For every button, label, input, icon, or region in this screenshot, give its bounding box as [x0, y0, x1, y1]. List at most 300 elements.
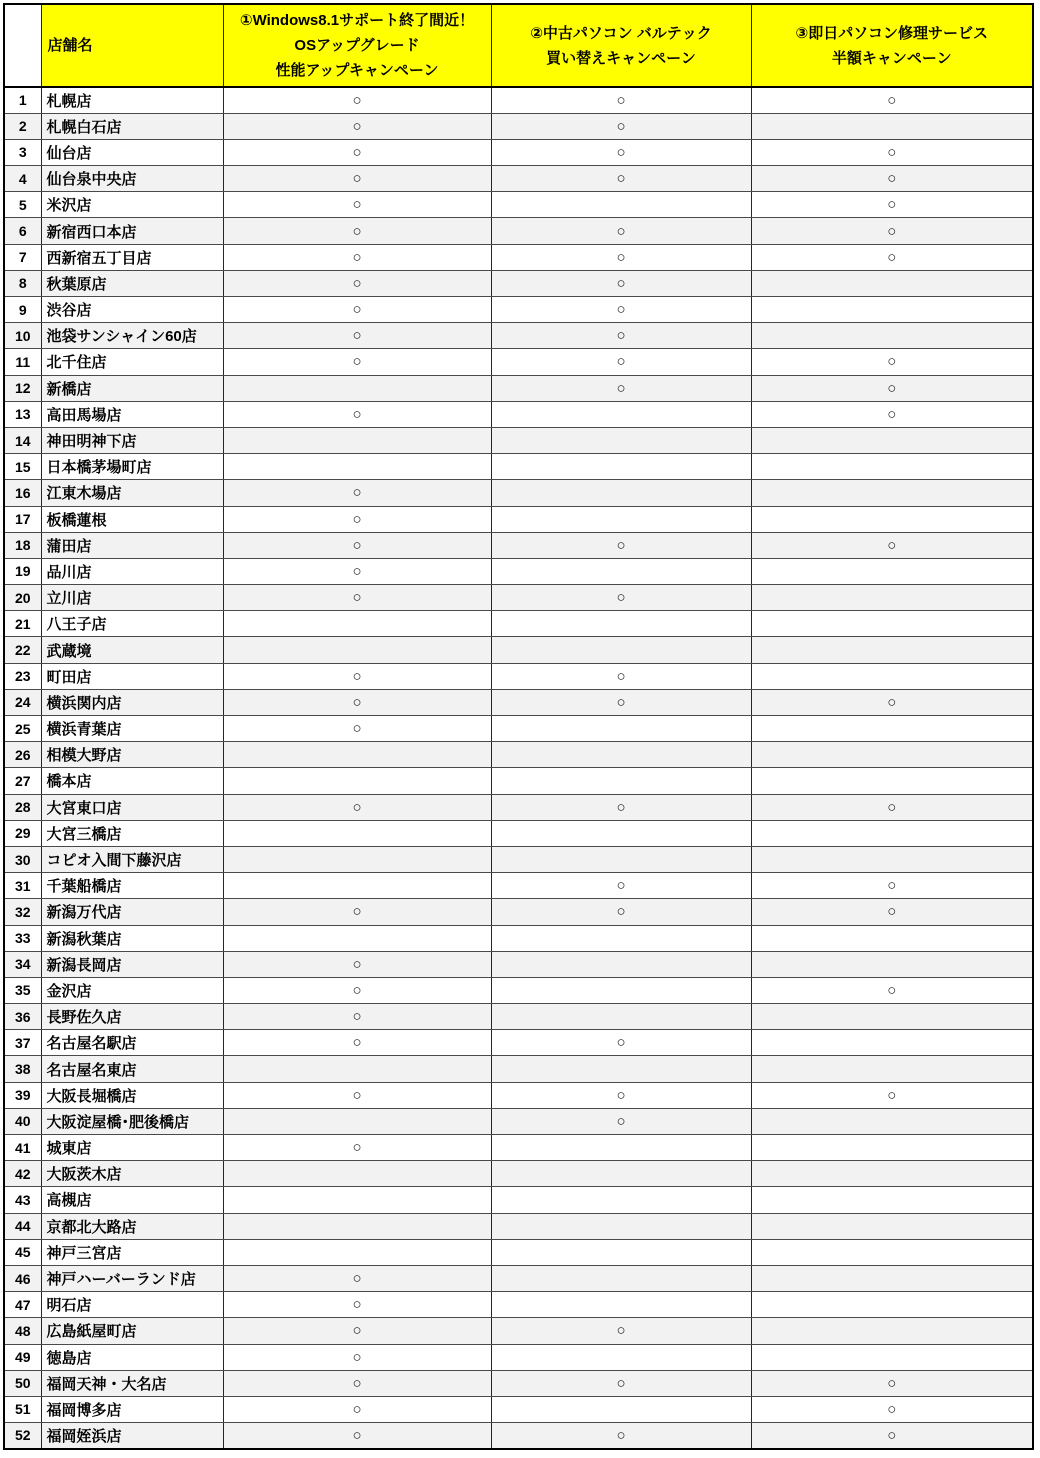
campaign3-mark [751, 480, 1033, 506]
campaign1-mark [223, 768, 491, 794]
campaign2-mark: ○ [491, 794, 751, 820]
row-number: 30 [4, 846, 41, 872]
campaign2-mark [491, 454, 751, 480]
row-number: 8 [4, 270, 41, 296]
table-row [4, 820, 1033, 846]
row-number: 2 [4, 113, 41, 139]
store-name: 日本橋茅場町店 [41, 454, 223, 480]
campaign3-mark [751, 716, 1033, 742]
campaign3-mark: ○ [751, 794, 1033, 820]
table-row [4, 1213, 1033, 1239]
store-name: 板橋蓮根 [41, 506, 223, 532]
campaign1-mark: ○ [223, 244, 491, 270]
campaign1-mark: ○ [223, 1265, 491, 1291]
store-name: 神戸三宮店 [41, 1239, 223, 1265]
table-row [4, 270, 1033, 296]
row-number: 13 [4, 401, 41, 427]
store-name: 西新宿五丁目店 [41, 244, 223, 270]
store-name: 城東店 [41, 1135, 223, 1161]
table-row [4, 427, 1033, 453]
store-name: 大阪長堀橋店 [41, 1082, 223, 1108]
campaign3-mark [751, 925, 1033, 951]
campaign3-mark: ○ [751, 899, 1033, 925]
campaign2-mark: ○ [491, 244, 751, 270]
row-number: 14 [4, 427, 41, 453]
campaign1-mark: ○ [223, 349, 491, 375]
store-name: 福岡天神・大名店 [41, 1370, 223, 1396]
campaign1-mark: ○ [223, 166, 491, 192]
campaign3-mark [751, 611, 1033, 637]
campaign2-mark [491, 611, 751, 637]
table-row [4, 1423, 1033, 1449]
row-number-header [4, 4, 41, 87]
store-name: 新潟万代店 [41, 899, 223, 925]
row-number: 47 [4, 1292, 41, 1318]
table-row [4, 742, 1033, 768]
campaign3-mark [751, 1265, 1033, 1291]
campaign3-mark [751, 113, 1033, 139]
campaign3-header-line2: 半額キャンペーン [831, 49, 952, 67]
campaign2-mark [491, 1239, 751, 1265]
table-row [4, 244, 1033, 270]
row-number: 16 [4, 480, 41, 506]
table-row [4, 1187, 1033, 1213]
campaign1-mark: ○ [223, 663, 491, 689]
row-number: 35 [4, 977, 41, 1003]
campaign3-mark: ○ [751, 1396, 1033, 1422]
table-row [4, 558, 1033, 584]
campaign2-mark [491, 846, 751, 872]
row-number: 5 [4, 192, 41, 218]
table-row [4, 689, 1033, 715]
store-name: 広島紙屋町店 [41, 1318, 223, 1344]
store-name: 品川店 [41, 558, 223, 584]
campaign2-mark: ○ [491, 1108, 751, 1134]
campaign-sheet [3, 3, 1034, 1450]
campaign3-mark: ○ [751, 532, 1033, 558]
row-number: 39 [4, 1082, 41, 1108]
campaign1-mark: ○ [223, 1135, 491, 1161]
row-number: 10 [4, 323, 41, 349]
campaign3-mark: ○ [751, 1082, 1033, 1108]
store-name: 札幌白石店 [41, 113, 223, 139]
campaign3-mark [751, 846, 1033, 872]
campaign1-mark: ○ [223, 270, 491, 296]
campaign3-mark [751, 558, 1033, 584]
campaign2-mark [491, 820, 751, 846]
campaign1-mark: ○ [223, 87, 491, 113]
store-name: 大宮三橋店 [41, 820, 223, 846]
campaign1-mark: ○ [223, 977, 491, 1003]
row-number: 42 [4, 1161, 41, 1187]
campaign1-mark [223, 820, 491, 846]
campaign2-header-line1: ②中古パソコン バルテック [530, 24, 712, 42]
campaign3-mark [751, 768, 1033, 794]
campaign3-mark [751, 951, 1033, 977]
campaign2-mark [491, 192, 751, 218]
campaign1-mark: ○ [223, 139, 491, 165]
table-row [4, 1108, 1033, 1134]
campaign3-mark: ○ [751, 1370, 1033, 1396]
table-row [4, 873, 1033, 899]
campaign2-mark [491, 1161, 751, 1187]
campaign2-mark: ○ [491, 873, 751, 899]
store-name: 福岡博多店 [41, 1396, 223, 1422]
table-row [4, 192, 1033, 218]
campaign1-mark: ○ [223, 794, 491, 820]
store-name: 大阪茨木店 [41, 1161, 223, 1187]
campaign2-mark: ○ [491, 375, 751, 401]
campaign1-mark [223, 1213, 491, 1239]
row-number: 19 [4, 558, 41, 584]
table-row [4, 951, 1033, 977]
campaign2-header [491, 4, 751, 87]
campaign1-header [223, 4, 491, 87]
row-number: 11 [4, 349, 41, 375]
campaign1-mark: ○ [223, 585, 491, 611]
table-row [4, 1135, 1033, 1161]
campaign1-mark [223, 873, 491, 899]
campaign1-mark: ○ [223, 1344, 491, 1370]
campaign1-mark [223, 637, 491, 663]
campaign1-mark [223, 1108, 491, 1134]
campaign3-mark [751, 820, 1033, 846]
row-number: 40 [4, 1108, 41, 1134]
campaign2-mark [491, 1004, 751, 1030]
store-name: 秋葉原店 [41, 270, 223, 296]
campaign1-header-line2: OSアップグレード [294, 37, 420, 54]
campaign1-mark: ○ [223, 1318, 491, 1344]
campaign2-mark [491, 742, 751, 768]
store-name: コピオ入間下藤沢店 [41, 846, 223, 872]
campaign3-mark [751, 1135, 1033, 1161]
campaign3-mark [751, 1108, 1033, 1134]
row-number: 12 [4, 375, 41, 401]
campaign2-mark: ○ [491, 899, 751, 925]
campaign2-mark [491, 637, 751, 663]
campaign1-mark: ○ [223, 401, 491, 427]
store-name: 京都北大路店 [41, 1213, 223, 1239]
campaign1-mark [223, 1056, 491, 1082]
table-row [4, 716, 1033, 742]
campaign1-mark: ○ [223, 1370, 491, 1396]
table-row [4, 375, 1033, 401]
table-header [4, 4, 1033, 87]
table-row [4, 611, 1033, 637]
row-number: 29 [4, 820, 41, 846]
campaign2-mark: ○ [491, 323, 751, 349]
campaign1-mark: ○ [223, 899, 491, 925]
campaign3-mark [751, 585, 1033, 611]
table-row [4, 663, 1033, 689]
campaign2-mark: ○ [491, 297, 751, 323]
campaign2-mark [491, 401, 751, 427]
table-row [4, 1239, 1033, 1265]
row-number: 41 [4, 1135, 41, 1161]
row-number: 28 [4, 794, 41, 820]
campaign3-mark [751, 506, 1033, 532]
store-name: 福岡姪浜店 [41, 1423, 223, 1449]
campaign1-mark: ○ [223, 1396, 491, 1422]
campaign3-mark [751, 1239, 1033, 1265]
table-row [4, 899, 1033, 925]
campaign1-mark [223, 375, 491, 401]
campaign1-mark: ○ [223, 716, 491, 742]
campaign2-mark [491, 1213, 751, 1239]
campaign3-mark [751, 1187, 1033, 1213]
campaign3-mark [751, 323, 1033, 349]
campaign2-mark [491, 480, 751, 506]
campaign2-mark [491, 977, 751, 1003]
campaign3-mark: ○ [751, 218, 1033, 244]
campaign3-header [751, 4, 1033, 87]
campaign3-mark [751, 663, 1033, 689]
table-row [4, 794, 1033, 820]
campaign3-mark: ○ [751, 192, 1033, 218]
campaign3-mark: ○ [751, 87, 1033, 113]
campaign2-mark [491, 1187, 751, 1213]
campaign2-mark: ○ [491, 113, 751, 139]
campaign1-mark: ○ [223, 1423, 491, 1449]
row-number: 22 [4, 637, 41, 663]
row-number: 51 [4, 1396, 41, 1422]
campaign2-mark [491, 1265, 751, 1291]
campaign1-mark: ○ [223, 218, 491, 244]
table-row [4, 139, 1033, 165]
table-row [4, 1030, 1033, 1056]
table-row [4, 349, 1033, 375]
row-number: 50 [4, 1370, 41, 1396]
store-name: 徳島店 [41, 1344, 223, 1370]
campaign2-mark [491, 768, 751, 794]
table-row [4, 637, 1033, 663]
store-name: 渋谷店 [41, 297, 223, 323]
campaign2-mark: ○ [491, 1030, 751, 1056]
campaign3-mark [751, 1030, 1033, 1056]
table-row [4, 454, 1033, 480]
table-row [4, 1004, 1033, 1030]
row-number: 45 [4, 1239, 41, 1265]
campaign1-mark: ○ [223, 689, 491, 715]
campaign2-mark [491, 1396, 751, 1422]
campaign3-mark: ○ [751, 873, 1033, 899]
campaign3-mark: ○ [751, 977, 1033, 1003]
store-name: 相模大野店 [41, 742, 223, 768]
table-row [4, 218, 1033, 244]
campaign3-mark [751, 1292, 1033, 1318]
campaign2-mark: ○ [491, 532, 751, 558]
table-row [4, 1396, 1033, 1422]
campaign2-mark: ○ [491, 218, 751, 244]
campaign1-mark: ○ [223, 951, 491, 977]
store-name: 蒲田店 [41, 532, 223, 558]
table-row [4, 87, 1033, 113]
campaign1-mark [223, 611, 491, 637]
campaign1-mark: ○ [223, 506, 491, 532]
row-number: 1 [4, 87, 41, 113]
store-name: 米沢店 [41, 192, 223, 218]
campaign3-mark [751, 1056, 1033, 1082]
store-name: 千葉船橋店 [41, 873, 223, 899]
table-row [4, 323, 1033, 349]
row-number: 36 [4, 1004, 41, 1030]
campaign3-mark [751, 1004, 1033, 1030]
campaign3-mark: ○ [751, 1423, 1033, 1449]
row-number: 44 [4, 1213, 41, 1239]
table-row [4, 297, 1033, 323]
campaign2-mark [491, 558, 751, 584]
table-row [4, 1370, 1033, 1396]
table-row [4, 1056, 1033, 1082]
campaign1-mark: ○ [223, 1292, 491, 1318]
row-number: 48 [4, 1318, 41, 1344]
header-row [4, 4, 1033, 87]
campaign2-mark: ○ [491, 1370, 751, 1396]
store-name: 池袋サンシャイン60店 [41, 323, 223, 349]
row-number: 37 [4, 1030, 41, 1056]
store-name: 高槻店 [41, 1187, 223, 1213]
row-number: 7 [4, 244, 41, 270]
store-name: 横浜関内店 [41, 689, 223, 715]
campaign2-mark: ○ [491, 663, 751, 689]
campaign1-mark: ○ [223, 1082, 491, 1108]
campaign1-header-line3: 性能アップキャンペーン [275, 62, 439, 79]
campaign2-mark: ○ [491, 349, 751, 375]
row-number: 52 [4, 1423, 41, 1449]
row-number: 46 [4, 1265, 41, 1291]
campaign1-mark: ○ [223, 192, 491, 218]
campaign2-mark: ○ [491, 1318, 751, 1344]
row-number: 27 [4, 768, 41, 794]
row-number: 34 [4, 951, 41, 977]
campaign2-mark [491, 925, 751, 951]
campaign3-mark [751, 1344, 1033, 1370]
store-name: 新宿西口本店 [41, 218, 223, 244]
campaign1-mark [223, 427, 491, 453]
campaign1-mark [223, 1187, 491, 1213]
store-name: 大宮東口店 [41, 794, 223, 820]
store-name: 神戸ハーバーランド店 [41, 1265, 223, 1291]
store-name: 北千住店 [41, 349, 223, 375]
campaign1-header-line1: ①Windows8.1サポート終了間近！ [239, 12, 475, 29]
campaign2-mark [491, 506, 751, 532]
campaign3-mark: ○ [751, 244, 1033, 270]
campaign1-mark: ○ [223, 113, 491, 139]
row-number: 32 [4, 899, 41, 925]
campaign2-mark: ○ [491, 166, 751, 192]
campaign1-mark [223, 454, 491, 480]
row-number: 31 [4, 873, 41, 899]
store-name-header: 店舗名 [41, 4, 223, 87]
store-name: 武蔵境 [41, 637, 223, 663]
store-name: 長野佐久店 [41, 1004, 223, 1030]
campaign2-mark: ○ [491, 87, 751, 113]
campaign3-header-line1: ③即日パソコン修理サービス [795, 24, 988, 42]
store-name: 横浜青葉店 [41, 716, 223, 742]
campaign3-mark [751, 1213, 1033, 1239]
table-row [4, 480, 1033, 506]
table-row [4, 925, 1033, 951]
row-number: 17 [4, 506, 41, 532]
store-name: 仙台店 [41, 139, 223, 165]
row-number: 33 [4, 925, 41, 951]
campaign3-mark: ○ [751, 349, 1033, 375]
store-name: 名古屋名東店 [41, 1056, 223, 1082]
table-row [4, 532, 1033, 558]
campaign2-mark [491, 1344, 751, 1370]
row-number: 3 [4, 139, 41, 165]
campaign2-mark [491, 1135, 751, 1161]
store-name: 大阪淀屋橋･肥後橋店 [41, 1108, 223, 1134]
row-number: 25 [4, 716, 41, 742]
campaign2-mark: ○ [491, 1082, 751, 1108]
campaign2-mark [491, 1056, 751, 1082]
store-name: 新潟長岡店 [41, 951, 223, 977]
table-row [4, 113, 1033, 139]
row-number: 49 [4, 1344, 41, 1370]
campaign3-mark [751, 742, 1033, 768]
store-table-body [4, 87, 1033, 1449]
campaign1-mark: ○ [223, 480, 491, 506]
campaign2-mark [491, 427, 751, 453]
store-name: 新潟秋葉店 [41, 925, 223, 951]
campaign2-mark [491, 951, 751, 977]
campaign2-mark: ○ [491, 689, 751, 715]
table-row [4, 1265, 1033, 1291]
campaign2-mark: ○ [491, 585, 751, 611]
table-row [4, 1344, 1033, 1370]
campaign1-mark [223, 742, 491, 768]
table-row [4, 977, 1033, 1003]
campaign3-mark [751, 1161, 1033, 1187]
campaign1-mark: ○ [223, 297, 491, 323]
row-number: 43 [4, 1187, 41, 1213]
row-number: 6 [4, 218, 41, 244]
table-row [4, 166, 1033, 192]
campaign1-mark [223, 925, 491, 951]
store-campaign-table [3, 3, 1034, 1450]
row-number: 23 [4, 663, 41, 689]
table-row [4, 1292, 1033, 1318]
campaign2-mark: ○ [491, 1423, 751, 1449]
row-number: 24 [4, 689, 41, 715]
campaign3-mark [751, 637, 1033, 663]
campaign2-mark [491, 716, 751, 742]
store-name: 町田店 [41, 663, 223, 689]
campaign3-mark: ○ [751, 166, 1033, 192]
campaign3-mark [751, 454, 1033, 480]
table-row [4, 506, 1033, 532]
store-name: 立川店 [41, 585, 223, 611]
campaign2-mark: ○ [491, 139, 751, 165]
campaign3-mark: ○ [751, 689, 1033, 715]
store-name: 江東木場店 [41, 480, 223, 506]
store-name: 神田明神下店 [41, 427, 223, 453]
row-number: 18 [4, 532, 41, 558]
row-number: 15 [4, 454, 41, 480]
store-name: 明石店 [41, 1292, 223, 1318]
campaign2-mark: ○ [491, 270, 751, 296]
row-number: 38 [4, 1056, 41, 1082]
row-number: 20 [4, 585, 41, 611]
row-number: 4 [4, 166, 41, 192]
table-row [4, 1082, 1033, 1108]
row-number: 9 [4, 297, 41, 323]
table-row [4, 401, 1033, 427]
store-name: 橋本店 [41, 768, 223, 794]
table-row [4, 585, 1033, 611]
table-row [4, 846, 1033, 872]
